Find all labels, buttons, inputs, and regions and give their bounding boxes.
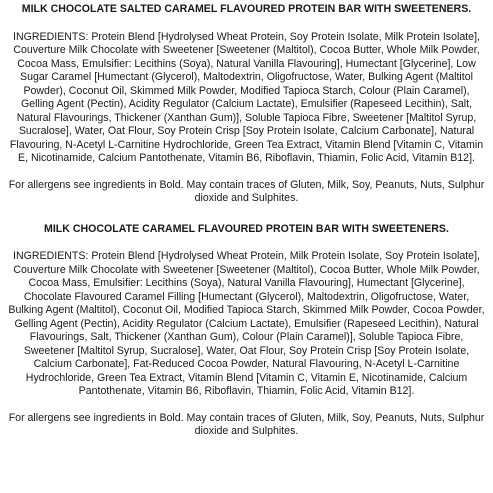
section1-ingredients: INGREDIENTS: Protein Blend [Hydrolysed Wheat Protein, Soy Protein Isolate, Milk Protein Isolate], Couverture Milk Chocolate with Sweetener [Sweetener (Maltitol), Cocoa Butter, Whole Milk Powder, Cocoa Mass, Emulsifier: Lecithins (Soya), Natural Vanilla Flavouring], Humectant [Glycerine], Low Sugar Caramel [Humectant (Glycerol), Maltodextrin, Oligofructose, Water, Bulking Agent (Maltitol Powder), Coconut Oil, Skimmed Milk Powder, Modified Tapioca Starch, Colour (Plain Caramel), Gelling Agent (Pectin), Acidity Regulator (Calcium Lactate), Emulsifier (Rapeseed Lecithin), Salt, Natural Flavourings, Thickener (Xanthan Gum)], Soluble Tapioca Fibre, Sweetener [Maltitol Syrup, Sucralose], Water, Oat Flour, Soy Protein Crisp [Soy Protein Isolate, Calcium Carbonate], Natural Flavouring, N-Acetyl L-Carnitine Hydrochloride, Green Tea Extract, Vitamin Blend [Vitamin C, Vitamin E, Nicotinamide, Calcium Pantothenate, Vitamin B6, Riboflavin, Thiamin, Folic Acid, Vitamin B12]. [9, 30, 484, 164]
section2-ingredients: INGREDIENTS: Protein Blend [Hydrolysed Wheat Protein, Milk Protein Isolate, Soy Protein Isolate], Couverture Milk Chocolate with Sweetener [Sweetener (Maltitol), Cocoa Butter, Whole Milk Powder, Cocoa Mass, Emulsifier: Lecithins (Soya), Natural Vanilla Flavouring], Humectant [Glycerine], Chocolate Flavoured Caramel Filling [Humectant (Glycerol), Maltodextrin, Oligofructose, Water, Bulking Agent (Maltitol), Coconut Oil, Modified Tapioca Starch, Skimmed Milk Powder, Cocoa Powder, Gelling Agent (Pectin), Acidity Regulator (Calcium Lactate), Emulsifier (Rapeseed Lecithin), Natural Flavourings, Salt, Thickener (Xanthan Gum), Colour (Plain Caramel)], Soluble Tapioca Fibre, Sweetener [Maltitol Syrup, Sucralose], Water, Oat Flour, Soy Protein Crisp [Soy Protein Isolate, Calcium Carbonate], Fat-Reduced Cocoa Powder, Natural Flavouring, N-Acetyl L-Carnitine Hydrochloride, Green Tea Extract, Vitamin Blend [Vitamin C, Vitamin E, Nicotinamide, Calcium Pantothenate, Vitamin B6, Riboflavin, Thiamin, Folic Acid, Vitamin B12]. [8, 250, 485, 397]
section2-allergens: For allergens see ingredients in Bold. May contain traces of Gluten, Milk, Soy, Peanuts, Nuts, Sulphur dioxide and Sulphites. [8, 411, 485, 437]
section2-title: MILK CHOCOLATE CARAMEL FLAVOURED PROTEIN BAR WITH SWEETENERS. [44, 222, 449, 235]
section1-allergens: For allergens see ingredients in Bold. May contain traces of Gluten, Milk, Soy, Peanuts, Nuts, Sulphur dioxide and Sulphites. [8, 178, 485, 204]
section1-title: MILK CHOCOLATE SALTED CARAMEL FLAVOURED PROTEIN BAR WITH SWEETENERS. [21, 3, 472, 15]
